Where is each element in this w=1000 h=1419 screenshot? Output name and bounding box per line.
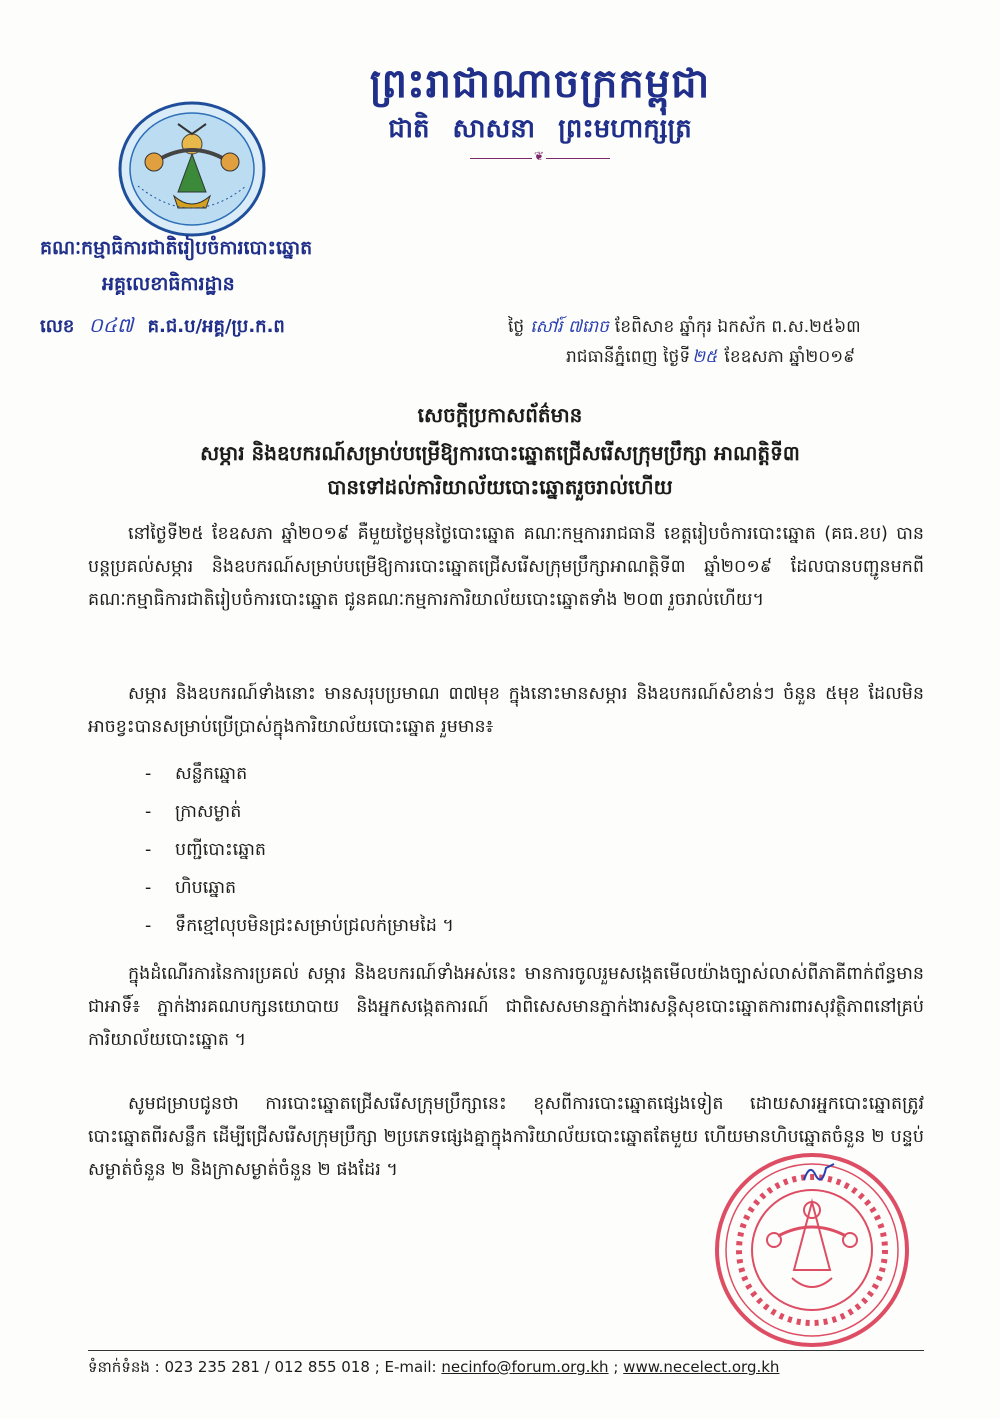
lunar-date <box>508 316 861 341</box>
gregorian-day-handwritten: ២៥ <box>692 347 718 367</box>
list-dash: - <box>145 916 152 936</box>
paragraph-2: សម្ភារ និងឧបករណ៍ទាំងនោះ មានសរុបប្រមាណ ៣៧មុខ ក្នុងនោះមានសម្ភារ និងឧបករណ៍សំខាន់ៗ ចំនួន ៥មុខ ដែលមិនអាចខ្វះបានសម្រាប់ប្រើប្រាស់ក្នុងការិយាល័យបោះឆ្នោត រួមមាន៖ <box>88 684 924 737</box>
paragraph-1: នៅថ្ងៃទី២៥ ខែឧសភា ឆ្នាំ២០១៩ គឺមួយថ្ងៃមុនថ្ងៃបោះឆ្នោត គណៈកម្មការរាជធានី ខេត្តរៀបចំការបោះឆ្នោត (គធ.ខប) បានបន្តប្រគល់សម្ភារ និងឧបករណ៍សម្រាប់បម្រើឱ្យការបោះឆ្នោតជ្រើសរើសក្រុមប្រឹក្សាអាណត្តិទី៣ ឆ្នាំ២០១៩ ដែលបានបញ្ជូនមកពីគណៈកម្មាធិការជាតិរៀបចំការបោះឆ្នោត ជូនគណៈកម្មការការិយាល័យបោះឆ្នោតទាំង ២០៣ រួចរាល់ហើយ។ <box>88 524 924 610</box>
list-dash: - <box>145 802 152 822</box>
national-motto: ជាតិ សាសនា ព្រះមហាក្សត្រ <box>388 114 692 144</box>
organization-name: គណៈកម្មាធិការជាតិរៀបចំការបោះឆ្នោត <box>40 237 313 259</box>
list-item <box>145 764 454 802</box>
footer-contact <box>88 1358 779 1380</box>
list-item <box>145 916 454 954</box>
list-item <box>145 802 454 840</box>
footer-separator: ; <box>608 1358 624 1376</box>
paragraph-3: ក្នុងដំណើរការនៃការប្រគល់ សម្ភារ និងឧបករណ៍ទាំងអស់នេះ មានការចូលរួមសង្កេតមើលយ៉ាងច្បាស់លាស់ពីភាគីពាក់ព័ន្ធមានជាអាទិ៍៖ ភ្នាក់ងារគណបក្សនយោបាយ និងអ្នកសង្កេតការណ៍ ជាពិសេសមានភ្នាក់ងារសន្តិសុខបោះឆ្នោតការពារសុវត្ថិភាពនៅគ្រប់ការិយាល័យបោះឆ្នោត ។ <box>88 964 924 1050</box>
equipment-list <box>145 764 454 954</box>
list-item-text: បញ្ជីបោះឆ្នោត <box>175 840 267 860</box>
gregorian-prefix: រាជធានីភ្នំពេញ ថ្ងៃទី <box>566 347 691 367</box>
kingdom-heading: ព្រះរាជាណាចក្រកម្ពុជា <box>369 60 711 107</box>
document-title: សេចក្តីប្រកាសព័ត៌មាន <box>417 403 583 427</box>
reference-number <box>40 312 285 342</box>
website-link[interactable]: www.necelect.org.kh <box>623 1358 780 1376</box>
list-item-text: សន្លឹកឆ្នោត <box>175 764 248 784</box>
ornamental-divider <box>470 158 610 159</box>
list-item <box>145 840 454 878</box>
document-subtitle-1: សម្ភារ និងឧបករណ៍សម្រាប់បម្រើឱ្យការបោះឆ្នោតជ្រើសរើសក្រុមប្រឹក្សា អាណត្តិទី៣ <box>200 441 800 465</box>
gregorian-date <box>566 346 855 371</box>
ref-code: គ.ជ.ប/អគ្គ/ប្រ.ក.ព <box>147 316 285 337</box>
list-item-text: ហិបឆ្នោត <box>175 878 237 898</box>
footer-divider <box>88 1350 924 1351</box>
ref-number-handwritten: ០៤៧ <box>88 313 134 337</box>
gregorian-rest: ខែឧសភា ឆ្នាំ២០១៩ <box>724 347 856 367</box>
ref-label: លេខ <box>40 316 75 337</box>
lunar-day-handwritten: សៅរ៍ ៧រោច <box>530 317 609 337</box>
document-subtitle-2: បានទៅដល់ការិយាល័យបោះឆ្នោតរួចរាល់ហើយ <box>327 475 673 499</box>
list-dash: - <box>145 840 152 860</box>
list-item <box>145 878 454 916</box>
contact-text: ទំនាក់ទំនង : 023 235 281 / 012 855 018 ; E-mail: <box>88 1358 442 1376</box>
lunar-prefix: ថ្ងៃ <box>508 317 525 337</box>
department-name: អគ្គលេខាធិការដ្ឋាន <box>102 273 235 295</box>
list-item-text: ក្រាសម្ងាត់ <box>175 802 242 822</box>
nec-logo-icon <box>118 100 266 238</box>
lunar-rest: ខែពិសាខ ឆ្នាំកុរ ឯកស័ក ព.ស.២៥៦៣ <box>614 317 861 337</box>
list-dash: - <box>145 878 152 898</box>
email-link[interactable]: necinfo@forum.org.kh <box>441 1358 609 1376</box>
list-dash: - <box>145 764 152 784</box>
paragraph-4: សូមជម្រាបជូនថា ការបោះឆ្នោតជ្រើសរើសក្រុមប្រឹក្សានេះ ខុសពីការបោះឆ្នោតផ្សេងទៀត ដោយសារអ្នកបោះឆ្នោតត្រូវបោះឆ្នោតពីរសន្លឹក ដើម្បីជ្រើសរើសក្រុមប្រឹក្សា ២ប្រភេទផ្សេងគ្នាក្នុងការិយាល័យបោះឆ្នោតតែមួយ ហើយមានហិបឆ្នោតចំនួន ២ បន្ទប់សម្ងាត់ចំនួន ២ និងក្រាសម្ងាត់ចំនួន ២ ផងដែរ ។ <box>88 1094 924 1180</box>
list-item-text: ទឹកខ្មៅលុបមិនជ្រះសម្រាប់ជ្រលក់ម្រាមដៃ ។ <box>175 916 454 936</box>
signature-mark-icon <box>800 1158 840 1188</box>
